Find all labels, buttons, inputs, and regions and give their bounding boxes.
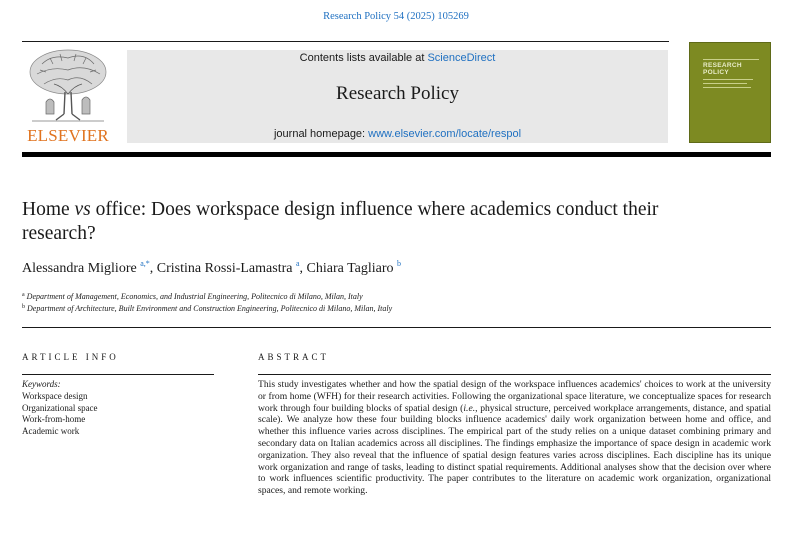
author-affiliation-marker[interactable]: a,*: [140, 259, 150, 268]
title-vs: vs: [74, 199, 91, 220]
author-name[interactable]: Cristina Rossi-Lamastra: [156, 261, 293, 276]
sciencedirect-link[interactable]: ScienceDirect: [427, 52, 496, 64]
title-part-2: office: Does workspace design influence where academics conduct their research?: [22, 199, 659, 244]
elsevier-wordmark: ELSEVIER: [27, 126, 109, 145]
journal-cover-thumbnail[interactable]: [689, 42, 771, 143]
author-list: Alessandra Migliore $^{a,*}$, Cristina Rossi-Lamastra $^a$, Chiara Tagliaro $^b$: [22, 259, 402, 276]
homepage-link[interactable]: www.elsevier.com/locate/respol: [368, 128, 522, 140]
keyword: Workspace design: [22, 391, 88, 401]
cover-rule: [703, 83, 747, 84]
author-affiliation-marker[interactable]: a: [295, 259, 300, 268]
title-part-1: Home: [22, 199, 75, 220]
affiliation-text: Department of Architecture, Built Environment and Construction Engineering, Politecnico di Milano, Milan, Italy: [27, 304, 393, 313]
contents-availability: [127, 52, 668, 64]
journal-title: Research Policy: [336, 83, 459, 104]
elsevier-logo[interactable]: [22, 44, 114, 146]
affiliation: [22, 304, 392, 313]
abstract-text: , physical structure, perceived workplace arrangements, distance, and spatial scale). We analyze how these four building blocks influence academics' daily work organization between home and office, and whether this influence varies across disciplines. The empirical part of the study relies on a unique dataset combining primary and secondary data on Italian academics across all disciplines. The findings emphasize the importance of space design in academic work organization. They also reveal that the influence of spatial design features varies across disciplines. Each discipline has its unique work organization and range of tasks, leading to distinct spatial requirements. Additional analyses show that the decision over where to work influences scientific productivity. The paper contributes to the literature on academic work organization, organizational spaces, and remote working.: [258, 402, 771, 497]
abstract-heading: ABSTRACT: [258, 352, 330, 362]
contents-prefix: Contents lists available at: [299, 52, 428, 64]
keyword: Work-from-home: [22, 414, 86, 424]
article-title: [22, 198, 722, 246]
section-divider: [22, 327, 771, 328]
journal-citation[interactable]: Research Policy 54 (2025) 105269: [323, 11, 469, 22]
abstract-ie: i.e.: [463, 402, 476, 414]
cover-title-line2: POLICY: [703, 69, 729, 76]
article-info-rule: [22, 374, 214, 375]
affiliation-marker: a: [22, 292, 25, 298]
abstract-body: [258, 379, 771, 497]
author-name[interactable]: Chiara Tagliaro: [306, 261, 394, 276]
homepage-prefix: journal homepage:: [273, 128, 369, 140]
author-name[interactable]: Alessandra Migliore: [22, 261, 137, 276]
author-affiliation-marker[interactable]: b: [397, 259, 402, 268]
cover-rule: [703, 87, 751, 88]
affiliation-text: Department of Management, Economics, and Industrial Engineering, Politecnico di Milano, Milan, Italy: [26, 292, 363, 301]
keywords-list: [22, 391, 98, 437]
keyword: Organizational space: [22, 402, 98, 413]
abstract-rule: [258, 374, 771, 375]
header-rule: [22, 41, 669, 42]
cover-rule: [703, 59, 759, 60]
keyword: Academic work: [22, 425, 80, 436]
journal-masthead: [127, 50, 668, 143]
masthead-bottom-rule: [22, 152, 771, 157]
affiliation-marker: b: [22, 304, 25, 310]
cover-rule: [703, 79, 753, 80]
abstract-text: This study investigates whether and how the spatial design of the workspace influences academics' choices to work at the university or from home (WFH) for their research activities. Following the organizational space literature, we conceptualize spaces for research work through four building blocks of spatial design (: [258, 379, 771, 414]
keywords-label: Keywords:: [22, 379, 61, 389]
cover-title: [703, 62, 742, 76]
article-info-heading: ARTICLE INFO: [22, 352, 119, 362]
affiliation: [22, 292, 363, 301]
cover-title-line1: RESEARCH: [703, 62, 742, 69]
elsevier-tree-icon: [22, 44, 114, 124]
journal-homepage: [127, 128, 668, 140]
